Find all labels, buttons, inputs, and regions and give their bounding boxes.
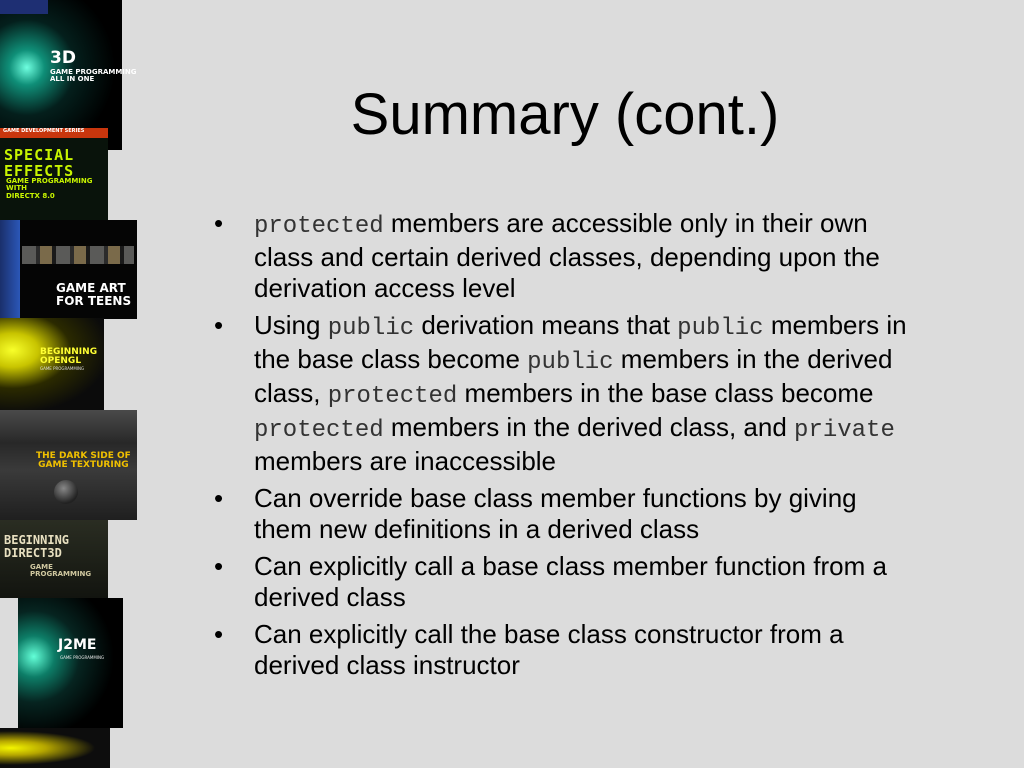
cover-side-strip — [0, 220, 20, 319]
bullet-text: Can explicitly call the base class constructor from a derived class instructor — [254, 619, 844, 680]
bullet-dot: • — [214, 310, 224, 340]
bullet-text: members are inaccessible — [254, 446, 557, 476]
bullet-text: Using — [254, 310, 328, 340]
cover-title: BEGINNING DIRECT3D — [4, 533, 70, 560]
cover-title: SPECIAL EFFECTS — [4, 146, 75, 180]
cover-title: THE DARK SIDE OF GAME TEXTURING — [36, 451, 131, 471]
book-cover-j2me-game-programming — [18, 598, 123, 728]
bullet-item — [214, 208, 914, 304]
cover-publisher-bar — [0, 0, 48, 14]
bullet-text: members in the base class become — [254, 310, 907, 374]
slide-title: Summary (cont.) — [350, 82, 780, 147]
cover-orb-graphic — [54, 480, 78, 504]
book-cover-beginning-direct3d — [0, 520, 108, 598]
book-cover-dark-side-of-game-texturing — [0, 410, 137, 520]
cover-title: GAME ART FOR TEENS — [56, 281, 132, 308]
bullet-item — [214, 310, 914, 477]
book-cover-special-effects — [0, 128, 108, 220]
bullet-text: Can override base class member functions by giving them new definitions in a derived class — [254, 483, 857, 544]
bullet-list — [214, 208, 914, 687]
cover-subtitle: GAME PROGRAMMING — [30, 563, 92, 579]
book-cover-beginning-opengl — [0, 318, 104, 410]
cover-title: BEGINNING OPENGL — [40, 347, 98, 367]
bullet-text: derivation means that — [414, 310, 678, 340]
bullet-text: Can explicitly call a base class member function from a derived class — [254, 551, 887, 612]
bullet-item — [214, 551, 914, 613]
code-keyword: protected — [254, 213, 384, 240]
cover-title: 3D — [50, 48, 76, 68]
bullet-dot: • — [214, 619, 224, 649]
code-keyword: protected — [327, 383, 458, 410]
cover-subtitle: GAME PROGRAMMING — [60, 655, 105, 660]
bullet-item — [214, 619, 914, 681]
bullet-text: members are accessible only in their own class and certain derived classes, depending upon the derivation access level — [254, 208, 880, 303]
cover-subtitle: GAME PROGRAMMING — [40, 366, 85, 371]
code-keyword: public — [677, 315, 764, 342]
bullet-text: members in the derived class, and — [383, 412, 795, 442]
bullet-text: members in the derived class, — [254, 344, 893, 408]
bullet-text: members in the base class become — [457, 378, 874, 408]
book-cover-game-art-for-teens — [0, 220, 137, 319]
book-cover-partial — [0, 728, 110, 768]
code-keyword: protected — [254, 417, 384, 444]
cover-series-tag: GAME DEVELOPMENT SERIES — [3, 128, 85, 134]
code-keyword: private — [794, 417, 895, 444]
cover-subtitle: GAME PROGRAMMING ALL IN ONE — [50, 68, 137, 84]
bullet-item — [214, 483, 914, 545]
bullet-dot: • — [214, 208, 224, 238]
bullet-dot: • — [214, 551, 224, 581]
bullet-dot: • — [214, 483, 224, 513]
code-keyword: public — [327, 315, 415, 342]
book-cover-strip — [0, 0, 140, 768]
cover-title: J2ME — [58, 637, 97, 653]
cover-thumbnails — [22, 246, 134, 264]
cover-subtitle: GAME PROGRAMMING WITH DIRECTX 8.0 — [6, 177, 93, 200]
code-keyword: public — [527, 349, 614, 376]
